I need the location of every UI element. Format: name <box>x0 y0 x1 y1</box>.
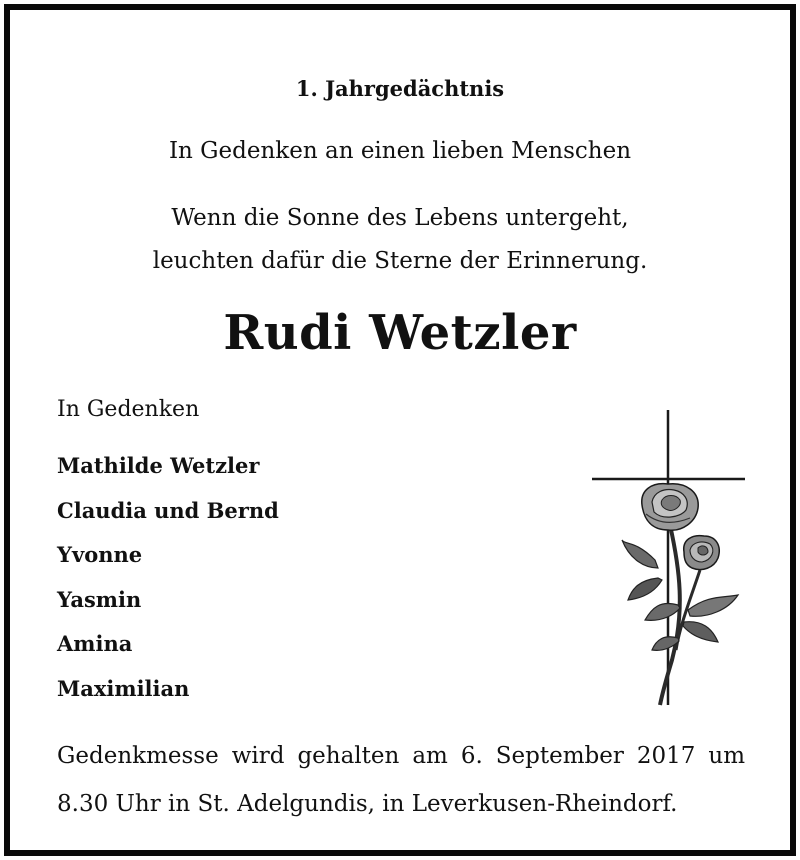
deceased-name: Rudi Wetzler <box>223 305 577 361</box>
mourner-name: Yasmin <box>57 586 142 612</box>
mourners-intro: In Gedenken <box>57 397 200 422</box>
mourner-name: Yvonne <box>57 542 143 567</box>
mourners-list <box>57 446 279 713</box>
memorial-service-text: Gedenkmesse wird gehalten am 6. September 2017 um 8.30 Uhr in St. Adelgundis, in Leverkusen-Rheindorf. <box>57 743 745 817</box>
cross-with-rose-icon <box>590 410 750 710</box>
mourner-name: Claudia und Bernd <box>57 497 279 523</box>
verse-line-1: Wenn die Sonne des Lebens untergeht, <box>171 205 629 231</box>
mourner-name: Amina <box>57 631 133 656</box>
dedication-line: In Gedenken an einen lieben Menschen <box>168 138 632 164</box>
verse <box>0 197 800 283</box>
anniversary-heading: 1. Jahrgedächtnis <box>295 76 505 101</box>
verse-line-2: leuchten dafür die Sterne der Erinnerung. <box>152 248 648 274</box>
mourner-name: Maximilian <box>57 675 190 701</box>
mourner-name: Mathilde Wetzler <box>57 453 260 478</box>
